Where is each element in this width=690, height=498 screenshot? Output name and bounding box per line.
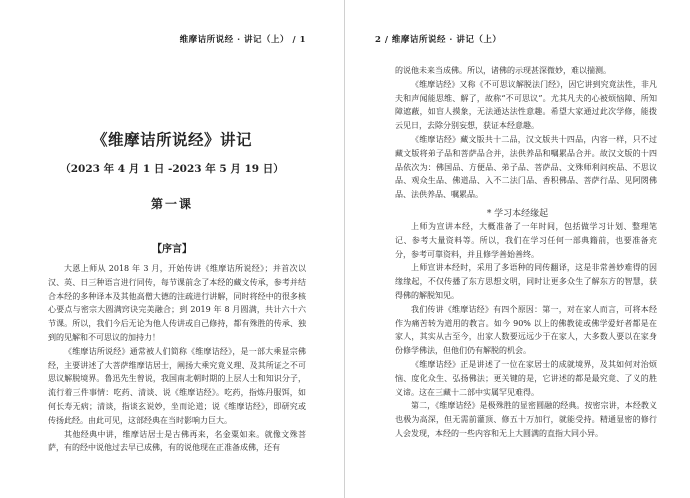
running-header: 2 / 维摩诘所说经 · 讲记（上）	[375, 35, 502, 45]
paragraph: 《维摩诘经》正是讲述了一位在家居士的成就境界，及其如何对治烦恼、度化众生、弘扬佛法；更关键的是，它讲述的都是最究竟、了义的胜义谛。这在三藏十二部中实属罕见难得。	[395, 359, 657, 397]
paragraph: 《维摩诘所说经》通常被人们简称《维摩诘经》，是一部大乘显宗佛经，主要讲述了大菩萨维摩诘居士，阐扬大乘究竟义理、及其所证之不可思议解脱境界。鲁迅先生曾说，我国南北朝时期的上层人士和知识分子，流行着三件事情：吃药、清谈、说《维摩诘经》。吃药，指炼丹服饵，如何长寿无病；清谈，指谈玄说妙，坐而论道；说《维摩诘经》，即研究或传扬此经。由此可见，这部经典在当时影响力巨大。	[48, 346, 306, 425]
paragraph: 其他经典中讲，维摩诘居士是古佛再来，名金粟如来。就像文殊菩萨，有的经中说他过去早已成佛，有的说他现在正准备成佛，还有	[48, 429, 306, 453]
paragraph: 的说他未来当成佛。所以，诸佛的示现甚深微妙，难以揣测。	[395, 66, 611, 75]
paragraph: 上师宣讲本经时，采用了多语种的同传翻译，这是非常善妙难得的因缘缘起，不仅传播了东方思想文明，同时让更多众生了解东方的智慧，获得佛的解脱知见。	[395, 263, 657, 300]
paragraph: 《维摩诘经》藏文版共十二品，汉文版共十四品，内容一样，只不过藏文版将弟子品和菩萨品合并，法供养品和嘱累品合并。故汉文版的十四品依次为：佛国品、方便品、弟子品、菩萨品、文殊师利问疾品、不思议品、观众生品、佛道品、入不二法门品、香积佛品、菩萨行品、见阿閦佛品、法供养品、嘱累品。	[395, 134, 657, 200]
right-page	[345, 0, 690, 498]
body-text	[395, 64, 657, 202]
document-title: 《维摩诘所说经》讲记	[91, 130, 252, 149]
lesson-heading: 第一课	[150, 197, 193, 211]
left-page	[0, 0, 344, 498]
paragraph: 大恩上师从 2018 年 3 月，开始传讲《维摩诘所说经》；并首次以汉、英、日三种语言进行同传，每节课前念了本经的藏文传承，参考并结合本经的多种译本及其他高僧大德的注疏进行讲解，同时将经中的很多核心要点与密宗大圆满窍诀完美融合；到 2019 年 8 月圆满，共计六十六节课。所以，我们今后无论为他人传讲或自己修持，都有殊胜的传承、独到的见解和不可思议的加持力！	[48, 264, 306, 342]
paragraph: 我们传讲《维摩诘经》有四个原因：第一，对在家人而言，可将本经作为痛苦转为道用的教言。如今 90% 以上的佛教徒或佛学爱好者都是在家人，其实从古至今，出家人数要远远少于在家人，大多数人要以在家身份修学佛法，但他们仍有解脱的机会。	[395, 304, 657, 356]
date-range: （2023 年 4 月 1 日 -2023 年 5 月 19 日）	[60, 163, 284, 175]
body-text	[395, 220, 657, 441]
running-header: 维摩诘所说经 · 讲记（上） / 1	[179, 35, 306, 45]
preface-heading: 【序言】	[152, 244, 192, 255]
paragraph: 《维摩诘经》又称《不可思议解脱法门经》，因它讲到究竟法性，非凡夫和声闻能思维、解了，故称“不可思议”。尤其凡夫的心被烦恼障、所知障遮蔽，如盲人摸象，无法通达法性意趣。希望大家通过此次学修，能拨云见日，去除分别妄想，获证本经意趣。	[395, 79, 657, 131]
paragraph: 上师为宣讲本经，大概准备了一年时间，包括做学习计划、整理笔记、参考大量资料等。所以，我们在学习任何一部典籍前，也要准备充分，参考可靠资料，并且修学善始善终。	[395, 222, 657, 259]
section-heading: * 学习本经缘起	[486, 209, 549, 219]
paragraph: 第二，《维摩诘经》是极殊胜的显密圆融的经典。按密宗讲，本经教义也极为高深，但无需前灌顶、修五十万加行，就能受持。精通显密的修行人会发现，本经的一些内容和无上大圆满的直指大同小异。	[395, 401, 657, 438]
body-text	[48, 262, 306, 455]
